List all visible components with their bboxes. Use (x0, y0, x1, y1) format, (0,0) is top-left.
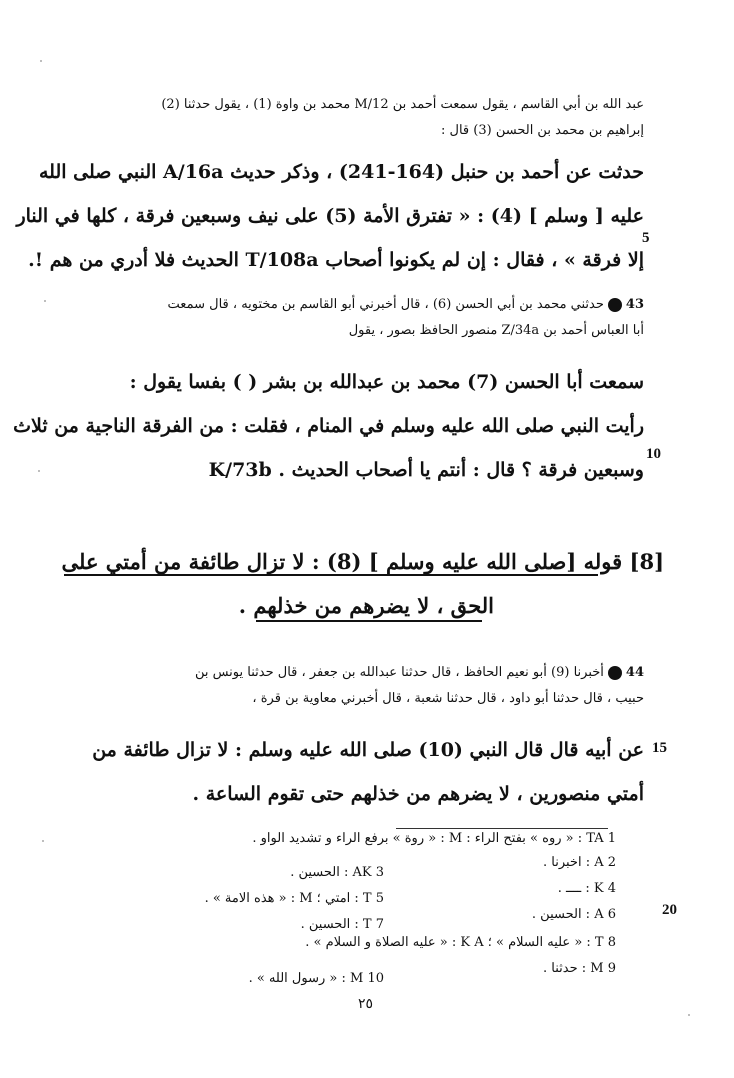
scan-speck (44, 300, 46, 302)
para2-line-1: سمعت أبا الحسن (7) محمد بن عبدالله بن بشر ( ) بفسا يقول : (129, 371, 644, 393)
item44-line-1-text: أخبرنا (9) أبو نعيم الحافظ ، قال حدثنا عبدالله بن جعفر ، قال حدثنا يونس بن (194, 665, 604, 680)
heading-underline (64, 574, 598, 576)
footnote-10: M 10 : « رسول الله » . (248, 971, 384, 986)
line-number-20: 20 (662, 902, 677, 918)
footnote-8: T 8 : « عليه السلام » ؛ K A : « عليه الصلاة و السلام » . (305, 935, 616, 950)
section8-line-1: [8] قوله [صلى الله عليه وسلم ] (8) : لا تزال طائفة من أمتي على (61, 549, 664, 574)
header-block (84, 92, 644, 144)
scan-speck (688, 1014, 690, 1016)
item-44 (84, 660, 644, 712)
footnote-6: A 6 : الحسين . (531, 907, 616, 922)
item43-line-1 (84, 292, 644, 318)
heading-underline-2 (256, 620, 482, 622)
line-number-5: 5 (642, 230, 650, 246)
item-43 (84, 292, 644, 344)
scan-speck (42, 840, 44, 842)
para1-line-2: عليه [ وسلم ] (4) : « تفترق الأمة (5) على نيف وسبعين فرقة ، كلها في النار (16, 205, 644, 227)
footnote-4: K 4 : ــــ . (557, 881, 616, 896)
item44-line-2: حبيب ، قال حدثنا أبو داود ، قال حدثنا شعبة ، قال أخبرني معاوية بن قرة ، (252, 691, 644, 706)
footnote-9: M 9 : حدثنا . (543, 961, 616, 976)
item44-line-1 (84, 660, 644, 686)
item44-number: 44 (625, 665, 644, 680)
para3-line-2: أمتي منصورين ، لا يضرهم من خذلهم حتى تقوم الساعة . (192, 783, 644, 805)
paragraph-2 (13, 360, 644, 492)
header-line-1: عبد الله بن أبي القاسم ، يقول سمعت أحمد بن M/12 محمد بن واوة (1) ، يقول حدثنا (2) (161, 97, 644, 112)
scan-speck (40, 60, 42, 62)
para1-line-1: حدثت عن أحمد بن حنبل (164-241) ، وذكر حديث A/16a النبي صلى الله (39, 161, 644, 183)
para3-line-1: عن أبيه قال قال النبي (10) صلى الله عليه وسلم : لا تزال طائفة من (92, 739, 644, 761)
para2-line-2: رأيت النبي صلى الله عليه وسلم في المنام ، فقلت : من الفرقة الناجية من ثلاث (13, 415, 644, 437)
footnote-5: T 5 : امتي ؛ M : « هذه الامة » . (204, 891, 384, 906)
section-8-heading (61, 542, 664, 582)
footnote-7: T 7 : الحسين . (300, 917, 384, 932)
item43-line-1-text: حدثني محمد بن أبي الحسن (6) ، قال أخبرني أبو القاسم بن مختويه ، قال سمعت (167, 297, 604, 312)
footnote-3: AK 3 : الحسين . (290, 865, 384, 880)
item43-line-2: أبا العباس أحمد بن Z/34a منصور الحافظ بصور ، يقول (348, 323, 644, 338)
paragraph-3 (84, 728, 644, 816)
para2-line-3: وسبعين فرقة ؟ قال : أنتم يا أصحاب الحديث . K/73b (208, 459, 644, 481)
footnote-1: TA 1 : « روه » بفتح الراء : M : « روة » برفع الراء و تشديد الواو . (252, 831, 616, 846)
page-number: ٢٥ (358, 996, 374, 1012)
para1-line-3: إلا فرقة » ، فقال : إن لم يكونوا أصحاب T/108a الحديث فلا أدري من هم !. (28, 249, 644, 271)
scan-speck (38, 470, 40, 472)
item43-number: 43 (625, 297, 644, 312)
paragraph-1 (16, 150, 644, 282)
section8-line-2: الحق ، لا يضرهم من خذلهم . (238, 593, 494, 618)
line-number-15: 15 (652, 740, 667, 756)
header-line-2: إبراهيم بن محمد بن الحسن (3) قال : (441, 123, 644, 138)
footnote-2: A 2 : اخبرنا . (542, 855, 616, 870)
line-number-10: 10 (646, 446, 661, 462)
bullet-marker-icon (608, 298, 622, 312)
bullet-marker-icon (608, 666, 622, 680)
